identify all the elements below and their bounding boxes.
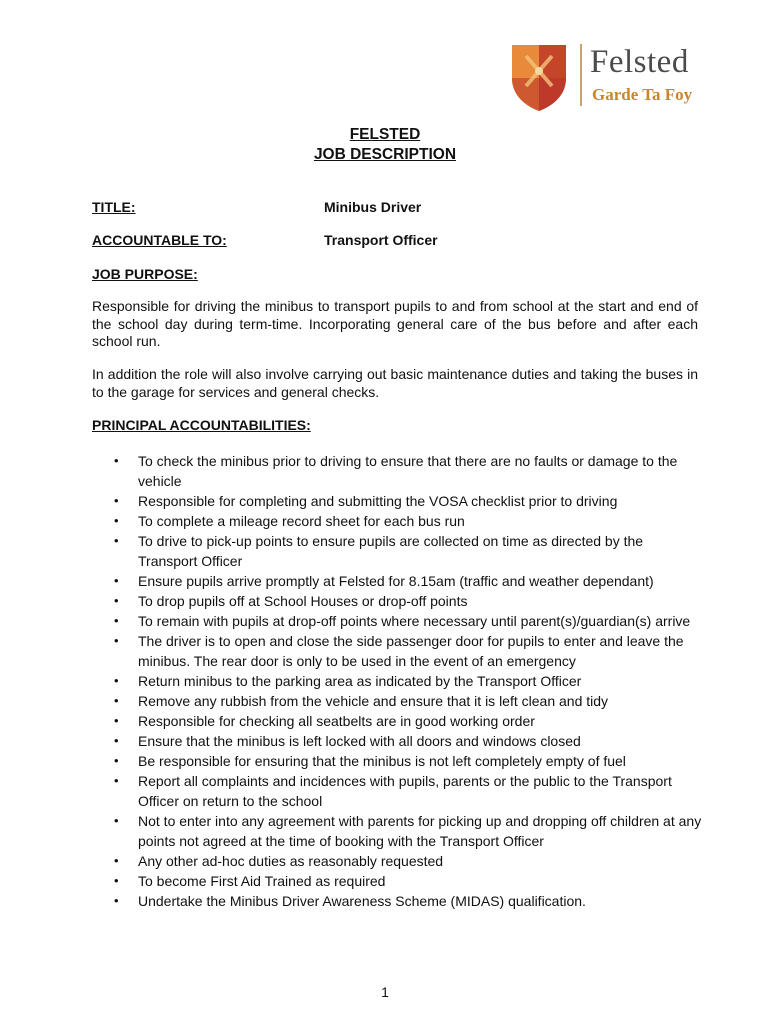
list-item: • To remain with pupils at drop-off points where necessary until parent(s)/guardian(s) arrive	[114, 613, 691, 629]
list-item: • Responsible for completing and submitting the VOSA checklist prior to driving	[114, 493, 618, 509]
bullet-icon: •	[114, 733, 119, 748]
bullet-icon: •	[114, 753, 119, 768]
title-value: Minibus Driver	[324, 199, 422, 215]
felsted-shield-icon	[510, 42, 568, 112]
page-number: 1	[381, 984, 389, 1000]
bullet-icon: •	[114, 813, 119, 828]
bullet-icon: •	[114, 773, 119, 788]
title-label: TITLE:	[92, 199, 136, 215]
list-item: • Report all complaints and incidences with pupils, parents or the public to the Transport Officer on return to the school	[114, 773, 672, 809]
accountable-label: ACCOUNTABLE TO:	[92, 232, 227, 248]
logo-divider	[580, 44, 582, 106]
list-item: • Any other ad-hoc duties as reasonably requested	[114, 853, 444, 869]
bullet-icon: •	[114, 873, 119, 888]
bullet-icon: •	[114, 573, 119, 588]
bullet-icon: •	[114, 673, 119, 688]
job-purpose-label: JOB PURPOSE:	[92, 266, 198, 282]
felsted-logo	[510, 42, 710, 112]
list-item: • The driver is to open and close the side passenger door for pupils to enter and leave the minibus. The rear door is only to be used in the event of an emergency	[114, 633, 684, 669]
logo-motto: Garde Ta Foy	[592, 85, 693, 104]
bullet-icon: •	[114, 693, 119, 708]
list-item: • To become First Aid Trained as required	[114, 873, 386, 889]
list-item: • Undertake the Minibus Driver Awareness Scheme (MIDAS) qualification.	[114, 893, 586, 909]
bullet-icon: •	[114, 893, 119, 908]
list-item: • To check the minibus prior to driving to ensure that there are no faults or damage to the vehicle	[114, 453, 678, 489]
list-item: • To drive to pick-up points to ensure pupils are collected on time as directed by the Transport Officer	[114, 533, 644, 569]
job-purpose-paragraph-1: Responsible for driving the minibus to transport pupils to and from school at the start and end of the school day during term-time. Incorporating general care of the bus before and after each school run.	[92, 298, 698, 349]
principal-accountabilities-label: PRINCIPAL ACCOUNTABILITIES:	[92, 417, 311, 433]
document-heading-school: FELSTED	[349, 126, 421, 143]
list-item: • Be responsible for ensuring that the minibus is not left completely empty of fuel	[114, 753, 626, 769]
accountabilities-list	[92, 451, 702, 911]
bullet-icon: •	[114, 453, 119, 468]
bullet-icon: •	[114, 593, 119, 608]
bullet-icon: •	[114, 853, 119, 868]
list-item: • To drop pupils off at School Houses or drop-off points	[114, 593, 468, 609]
job-purpose-paragraph-2: In addition the role will also involve carrying out basic maintenance duties and taking the buses in to the garage for services and general checks.	[92, 366, 698, 400]
list-item: • To complete a mileage record sheet for each bus run	[114, 513, 465, 529]
list-item: • Not to enter into any agreement with parents for picking up and dropping off children at any points not agreed at the time of booking with the Transport Officer	[114, 813, 702, 849]
list-item: • Return minibus to the parking area as indicated by the Transport Officer	[114, 673, 582, 689]
bullet-icon: •	[114, 533, 119, 548]
list-item: • Ensure pupils arrive promptly at Felsted for 8.15am (traffic and weather dependant)	[114, 573, 654, 589]
list-item: • Ensure that the minibus is left locked with all doors and windows closed	[114, 733, 581, 749]
accountable-value: Transport Officer	[324, 232, 438, 248]
list-item: • Responsible for checking all seatbelts are in good working order	[114, 713, 535, 729]
document-heading-title: JOB DESCRIPTION	[313, 146, 457, 163]
logo-name: Felsted	[590, 44, 689, 80]
list-item: • Remove any rubbish from the vehicle and ensure that it is left clean and tidy	[114, 693, 609, 709]
bullet-icon: •	[114, 513, 119, 528]
bullet-icon: •	[114, 713, 119, 728]
bullet-icon: •	[114, 633, 119, 648]
bullet-icon: •	[114, 493, 119, 508]
bullet-icon: •	[114, 613, 119, 628]
